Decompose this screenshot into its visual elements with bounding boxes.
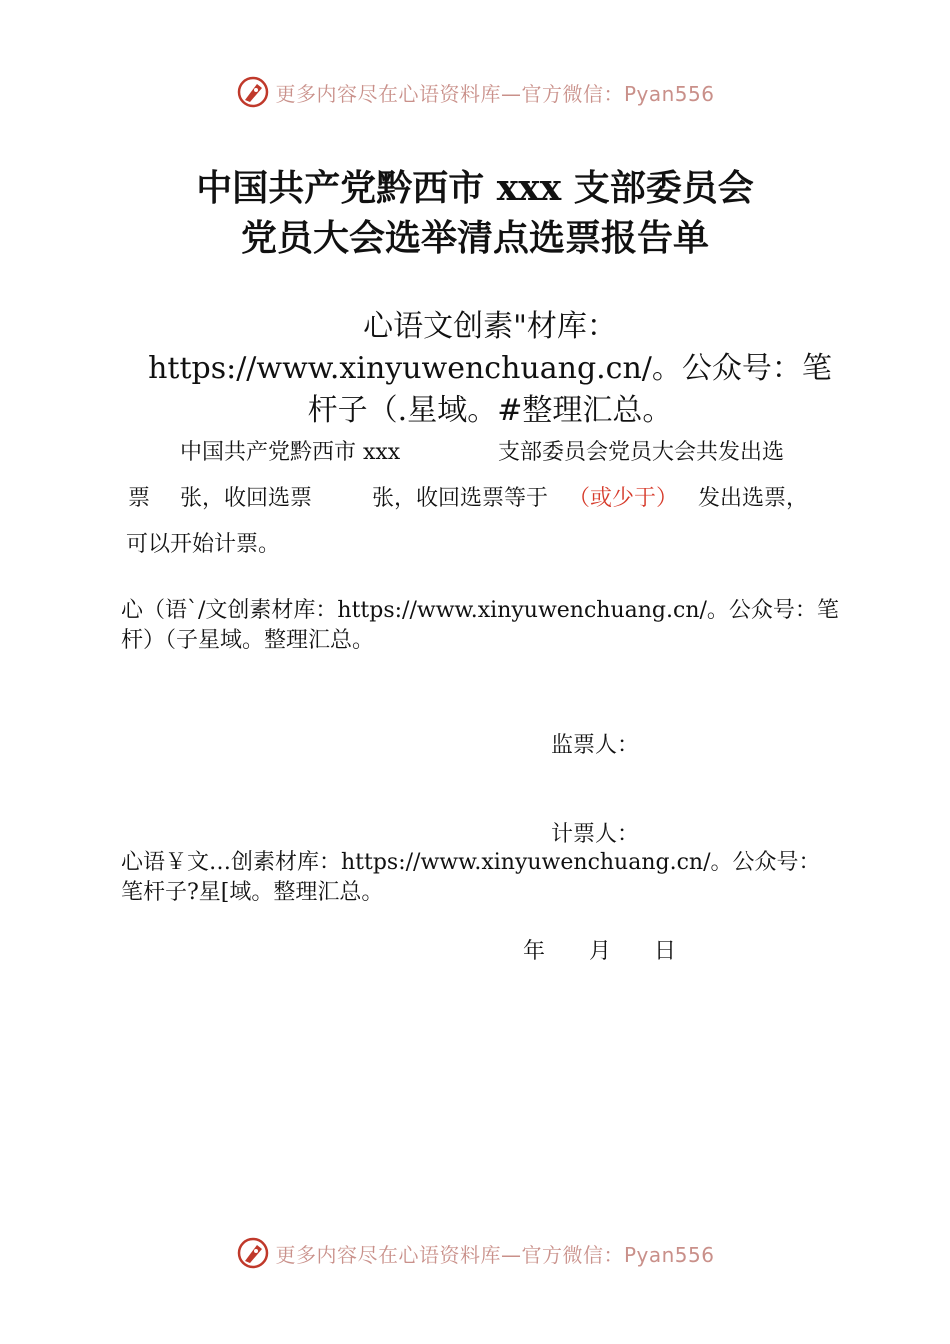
paragraph-text: 发出选票， (698, 486, 809, 511)
paragraph-text: 张，收回选票 (180, 486, 313, 511)
header-banner (0, 72, 950, 112)
document-title-line1: 中国共产党黔西市 xxx 支部委员会 (196, 167, 754, 209)
pen-nib-logo-icon (235, 74, 271, 110)
paragraph-text: 可以开始计票。 (126, 532, 281, 557)
vote-monitor-label: 监票人： (551, 733, 640, 758)
footer-banner (0, 1233, 950, 1273)
highlight-text: （或少于） (568, 486, 679, 511)
paragraph-text: 票 (128, 486, 151, 511)
date-day: 日 (654, 939, 677, 964)
banner-text: 更多内容尽在心语资料库—官方微信：Pyan556 (275, 1242, 715, 1267)
date-year: 年 (523, 939, 546, 964)
vote-counter-label: 计票人： (551, 822, 640, 847)
report-paragraph (126, 430, 836, 568)
date-month: 月 (589, 939, 612, 964)
watermark-text-large: 心语文创素"材库：https://www.xinyuwenchuang.cn/。公众号：笔杆子（.星域。#整理汇总。 (148, 309, 832, 428)
watermark-text: 心语￥文…创素材库：https://www.xinyuwenchuang.cn/。公众号：笔杆子?星[域。整理汇总。 (121, 850, 821, 905)
pen-nib-logo-icon (235, 1235, 271, 1271)
paragraph-text: 张，收回选票等于 (372, 486, 549, 511)
banner-text: 更多内容尽在心语资料库—官方微信：Pyan556 (275, 81, 715, 106)
paragraph-text: 中国共产党黔西市 xxx (180, 440, 401, 465)
paragraph-text: 支部委员会党员大会共发出选 (498, 440, 785, 465)
document-title-line2: 党员大会选举清点选票报告单 (240, 217, 709, 259)
watermark-text: 心（语`/文创素材库：https://www.xinyuwenchuang.cn/。公众号：笔杆）（子星域。整理汇总。 (121, 598, 839, 653)
